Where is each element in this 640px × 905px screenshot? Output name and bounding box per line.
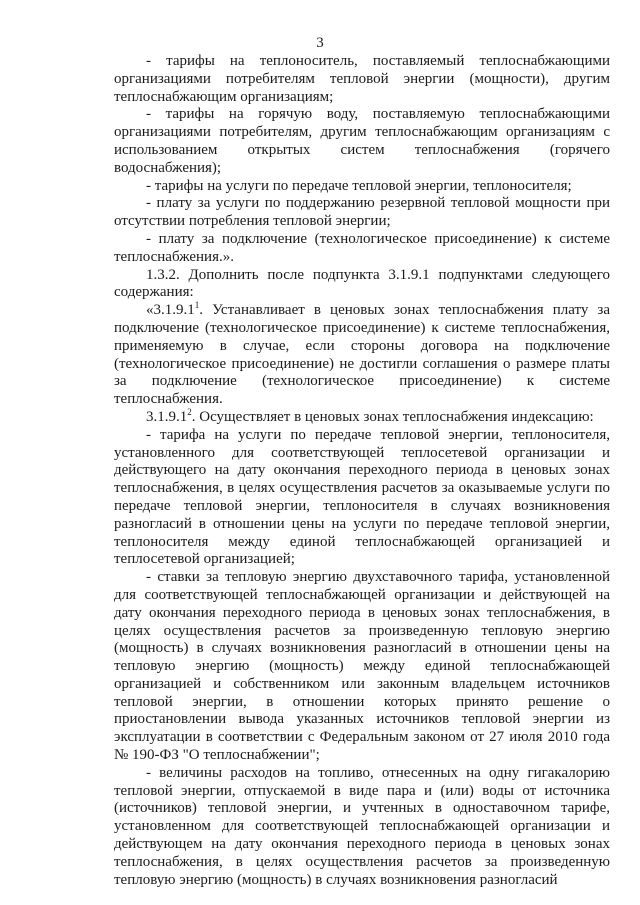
paragraph-hot-water-tariffs: - тарифы на горячую воду, поставляемую теплоснабжающими организациями потребителям, другим теплоснабжающим организациям с использованием открытых систем теплоснабжения (горячего водоснабжения);: [114, 106, 610, 176]
paragraph-transfer-tariffs: - тарифы на услуги по передаче тепловой энергии, теплоносителя;: [146, 177, 572, 194]
paragraph-clause-3-1-9-1-1: [114, 302, 610, 409]
clause-text: . Осуществляет в ценовых зонах теплоснабжения индексацию:: [191, 408, 594, 425]
clause-number: 3.1.9.1: [146, 408, 188, 425]
clause-number: «3.1.9.1: [146, 302, 195, 319]
page-number: 3: [316, 35, 324, 51]
clause-superscript: 2: [187, 406, 192, 417]
paragraph-connection-fee: - плату за подключение (технологическое присоединение) к системе теплоснабжения.».: [114, 230, 610, 265]
document-body: [114, 53, 610, 889]
paragraph-two-part-tariff-indexation: - ставки за тепловую энергию двухставочного тарифа, установленной для соответствующей теплоснабжающей организации и действующей на дату окончания переходного периода в ценовых зонах теплоснабжения, в целях осуществления расчетов за произведенную тепловую энергию (мощность) в случаях возникновения разногласий в отношении цены на тепловую энергию (мощность) между единой теплоснабжающей организацией и собственником или законным владельцем источников тепловой энергии, в отношении которых принято решение о приостановлении вывода указанных источников тепловой энергии из эксплуатации в соответствии с Федеральным законом от 27 июля 2010 года № 190-ФЗ "О теплоснабжении";: [114, 569, 610, 764]
paragraph-amendment-intro: 1.3.2. Дополнить после подпункта 3.1.9.1 подпунктами следующего содержания:: [114, 266, 610, 301]
paragraph-fuel-costs-indexation: - величины расходов на топливо, отнесенных на одну гигакалорию тепловой энергии, отпускаемой в виде пара и (или) воды от источника (источников) тепловой энергии, и учтенных в одноставочном тарифе, установленном для соответствующей теплоснабжающей организации и действующем на дату окончания переходного периода в ценовых зонах теплоснабжения, в целях осуществления расчетов за произведенную тепловую энергию (мощность) в случаях возникновения разногласий: [114, 764, 610, 888]
paragraph-clause-3-1-9-1-2: [114, 406, 610, 427]
paragraph-transfer-tariff-indexation: - тарифа на услуги по передаче тепловой энергии, теплоносителя, установленного для соответствующей теплосетевой организации и действующего на дату окончания переходного периода в ценовых зонах теплоснабжения, в целях осуществления расчетов за оказываемые услуги по передаче тепловой энергии, теплоносителя в случаях возникновения разногласий в отношении цены на услуги по передаче тепловой энергии, теплоносителя между единой теплоснабжающей организацией и теплосетевой организацией;: [114, 426, 610, 568]
paragraph-reserve-capacity-fee: - плату за услуги по поддержанию резервной тепловой мощности при отсутствии потребления тепловой энергии;: [114, 195, 610, 230]
clause-superscript: 1: [194, 300, 200, 311]
clause-text: . Устанавливает в ценовых зонах теплоснабжения плату за подключение (технологическое присоединение) к системе теплоснабжения, применяемую в случае, если стороны договора на подключение (технологическое присоединение) не достигли соглашения о размере платы за подключение (технологическое присоединение) к системе теплоснабжения.: [114, 302, 610, 408]
paragraph-coolant-tariffs: - тарифы на теплоноситель, поставляемый теплоснабжающими организациями потребителям тепловой энергии (мощности), другим теплоснабжающим организациям;: [114, 53, 610, 105]
